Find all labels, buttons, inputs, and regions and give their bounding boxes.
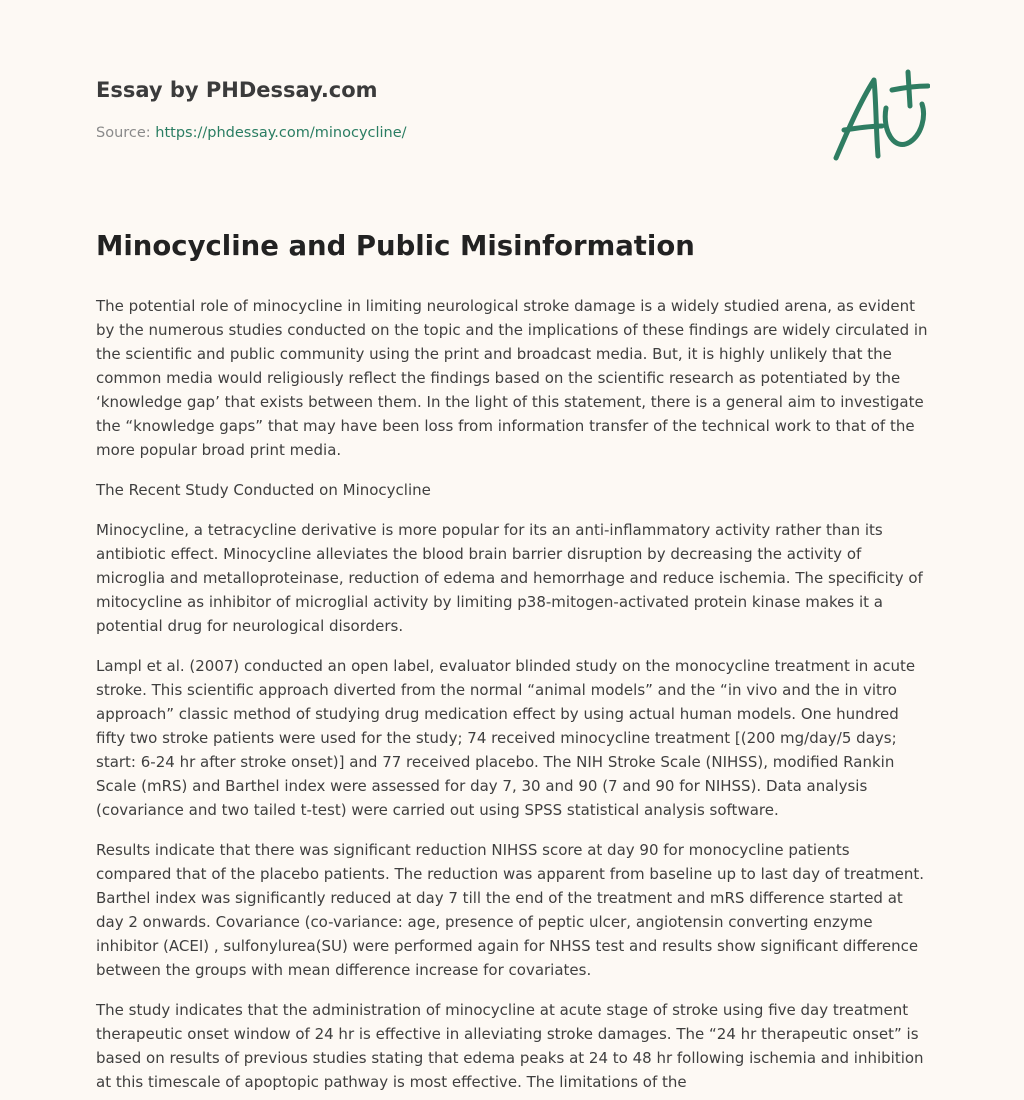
- source-label: Source:: [96, 125, 156, 141]
- site-title: Essay by PHDessay.com: [96, 78, 378, 102]
- essay-subheading: The Recent Study Conducted on Minocycline: [96, 481, 431, 499]
- essay-paragraph: Minocycline, a tetracycline derivative is more popular for its an anti-inflammatory activity rather than its antibiotic effect. Minocycline alleviates the blood brain barrier disruption by decreasing the activity of microglia and metalloproteinase, reduction of edema and hemorrhage and reduce ischemia. The specificity of mitocycline as inhibitor of microglial activity by limiting p38-mitogen-activated protein kinase makes it a potential drug for neurological disorders.: [96, 521, 923, 635]
- essay-body: [96, 294, 928, 1094]
- source-line: [96, 123, 407, 143]
- site-header: [96, 0, 928, 190]
- source-link[interactable]: https://phdessay.com/minocycline/: [155, 125, 407, 141]
- essay-paragraph: Results indicate that there was significant reduction NIHSS score at day 90 for monocycline patients compared that of the placebo patients. The reduction was apparent from baseline up to last day of treatment. Barthel index was significantly reduced at day 7 till the end of the treatment and mRS difference started at day 2 onwards. Covariance (co-variance: age, presence of peptic ulcer, angiotensin converting enzyme inhibitor (ACEI) , sulfonylurea(SU) were performed again for NHSS test and results show significant difference between the groups with mean difference increase for covariates.: [96, 841, 925, 979]
- essay-paragraph: The study indicates that the administration of minocycline at acute stage of stroke using five day treatment therapeutic onset window of 24 hr is effective in alleviating stroke damages. The “24 hr therapeutic onset” is based on results of previous studies stating that edema peaks at 24 to 48 hr following ischemia and inhibition at this timescale of apoptopic pathway is most effective. The limitations of the: [96, 1001, 924, 1091]
- essay-title: Minocycline and Public Misinformation: [96, 230, 695, 262]
- essay-paragraph: Lampl et al. (2007) conducted an open label, evaluator blinded study on the monocycline treatment in acute stroke. This scientific approach diverted from the normal “animal models” and the “in vivo and the in vitro approach” classic method of studying drug medication effect by using actual human models. One hundred fifty two stroke patients were used for the study; 74 received minocycline treatment [(200 mg/day/5 days; start: 6-24 hr after stroke onset)] and 77 received placebo. The NIH Stroke Scale (NIHSS), modified Rankin Scale (mRS) and Barthel index were assessed for day 7, 30 and 90 (7 and 90 for NIHSS). Data analysis (covariance and two tailed t-test) were carried out using SPSS statistical analysis software.: [96, 657, 916, 819]
- essay-paragraph: The potential role of minocycline in limiting neurological stroke damage is a widely studied arena, as evident by the numerous studies conducted on the topic and the implications of these findings are widely circulated in the scientific and public community using the print and broadcast media. But, it is highly unlikely that the common media would religiously reflect the findings based on the scientific research as potentiated by the ‘knowledge gap’ that exists between them. In the light of this statement, there is a general aim to investigate the “knowledge gaps” that may have been loss from information transfer of the technical work to that of the more popular broad print media.: [96, 297, 928, 459]
- a-plus-logo-icon: [830, 68, 930, 164]
